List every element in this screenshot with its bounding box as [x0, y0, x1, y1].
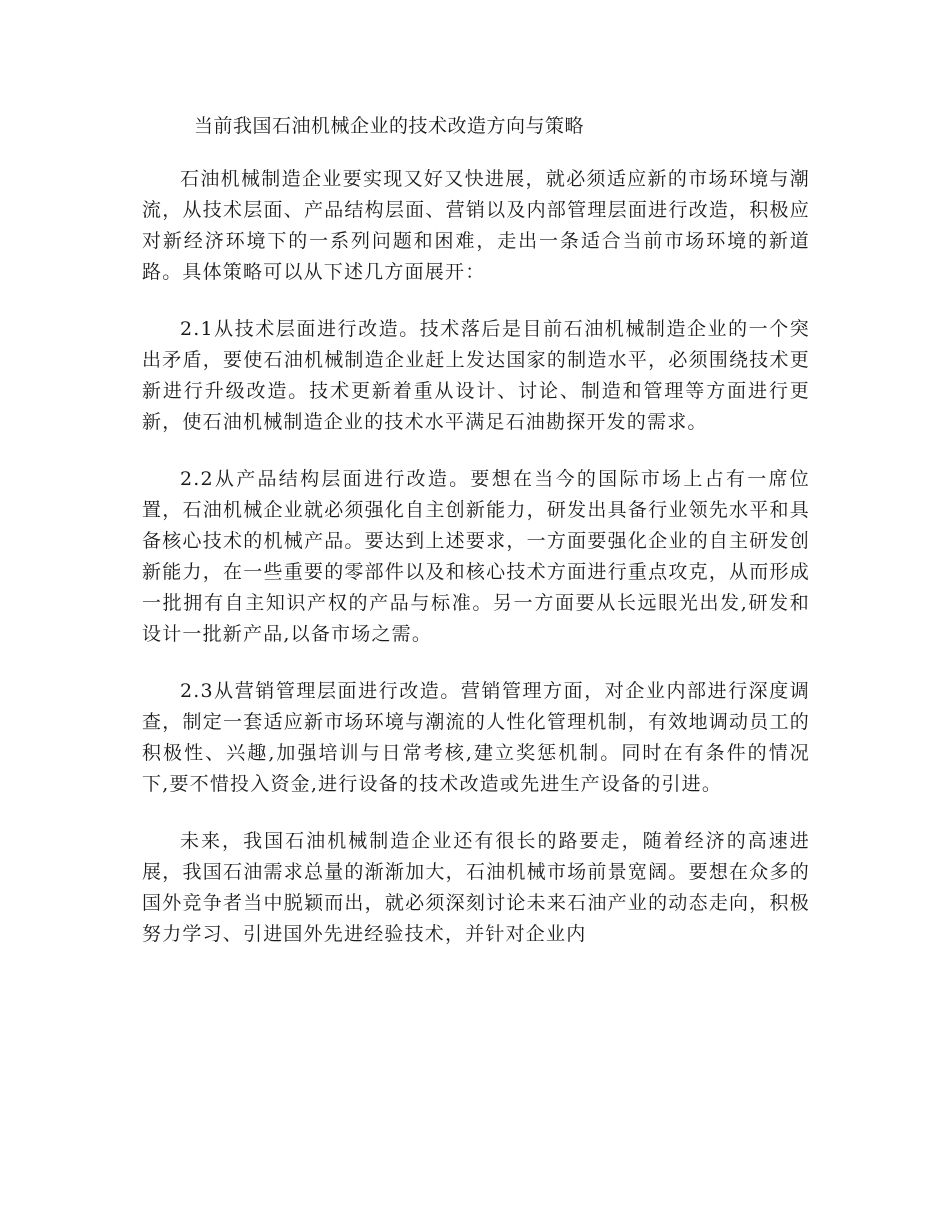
- document-page: [142, 110, 810, 976]
- paragraph-product-structure: 2.2从产品结构层面进行改造。要想在当今的国际市场上占有一席位置，石油机械企业就必须强化自主创新能力，研发出具备行业领先水平和具备核心技术的机械产品。要达到上述要求，一方面要强化企业的自主研发创新能力，在一些重要的零部件以及和核心技术方面进行重点攻克，从而形成一批拥有自主知识产权的产品与标准。另一方面要从长远眼光出发,研发和设计一批新产品,以备市场之需。: [142, 468, 810, 645]
- document-title: 当前我国石油机械企业的技术改造方向与策略: [194, 115, 585, 137]
- paragraph-future: 未来，我国石油机械制造企业还有很长的路要走，随着经济的高速进展，我国石油需求总量的渐渐加大，石油机械市场前景宽阔。要想在众多的国外竞争者当中脱颖而出，就必须深刻讨论未来石油产业的动态走向，积极努力学习、引进国外先进经验技术，并针对企业内: [142, 830, 810, 945]
- paragraph-intro: 石油机械制造企业要实现又好又快进展，就必须适应新的市场环境与潮流，从技术层面、产品结构层面、营销以及内部管理层面进行改造，积极应对新经济环境下的一系列问题和困难，走出一条适合当前市场环境的新道路。具体策略可以从下述几方面展开：: [142, 168, 810, 283]
- paragraph-technology: 2.1从技术层面进行改造。技术落后是目前石油机械制造企业的一个突出矛盾，要使石油机械制造企业赶上发达国家的制造水平，必须围绕技术更新进行升级改造。技术更新着重从设计、讨论、制造和管理等方面进行更新，使石油机械制造企业的技术水平满足石油勘探开发的需求。: [142, 318, 810, 433]
- paragraph-marketing-management: 2.3从营销管理层面进行改造。营销管理方面，对企业内部进行深度调查，制定一套适应新市场环境与潮流的人性化管理机制，有效地调动员工的积极性、兴趣,加强培训与日常考核,建立奖惩机制。同时在有条件的情况下,要不惜投入资金,进行设备的技术改造或先进生产设备的引进。: [142, 680, 810, 795]
